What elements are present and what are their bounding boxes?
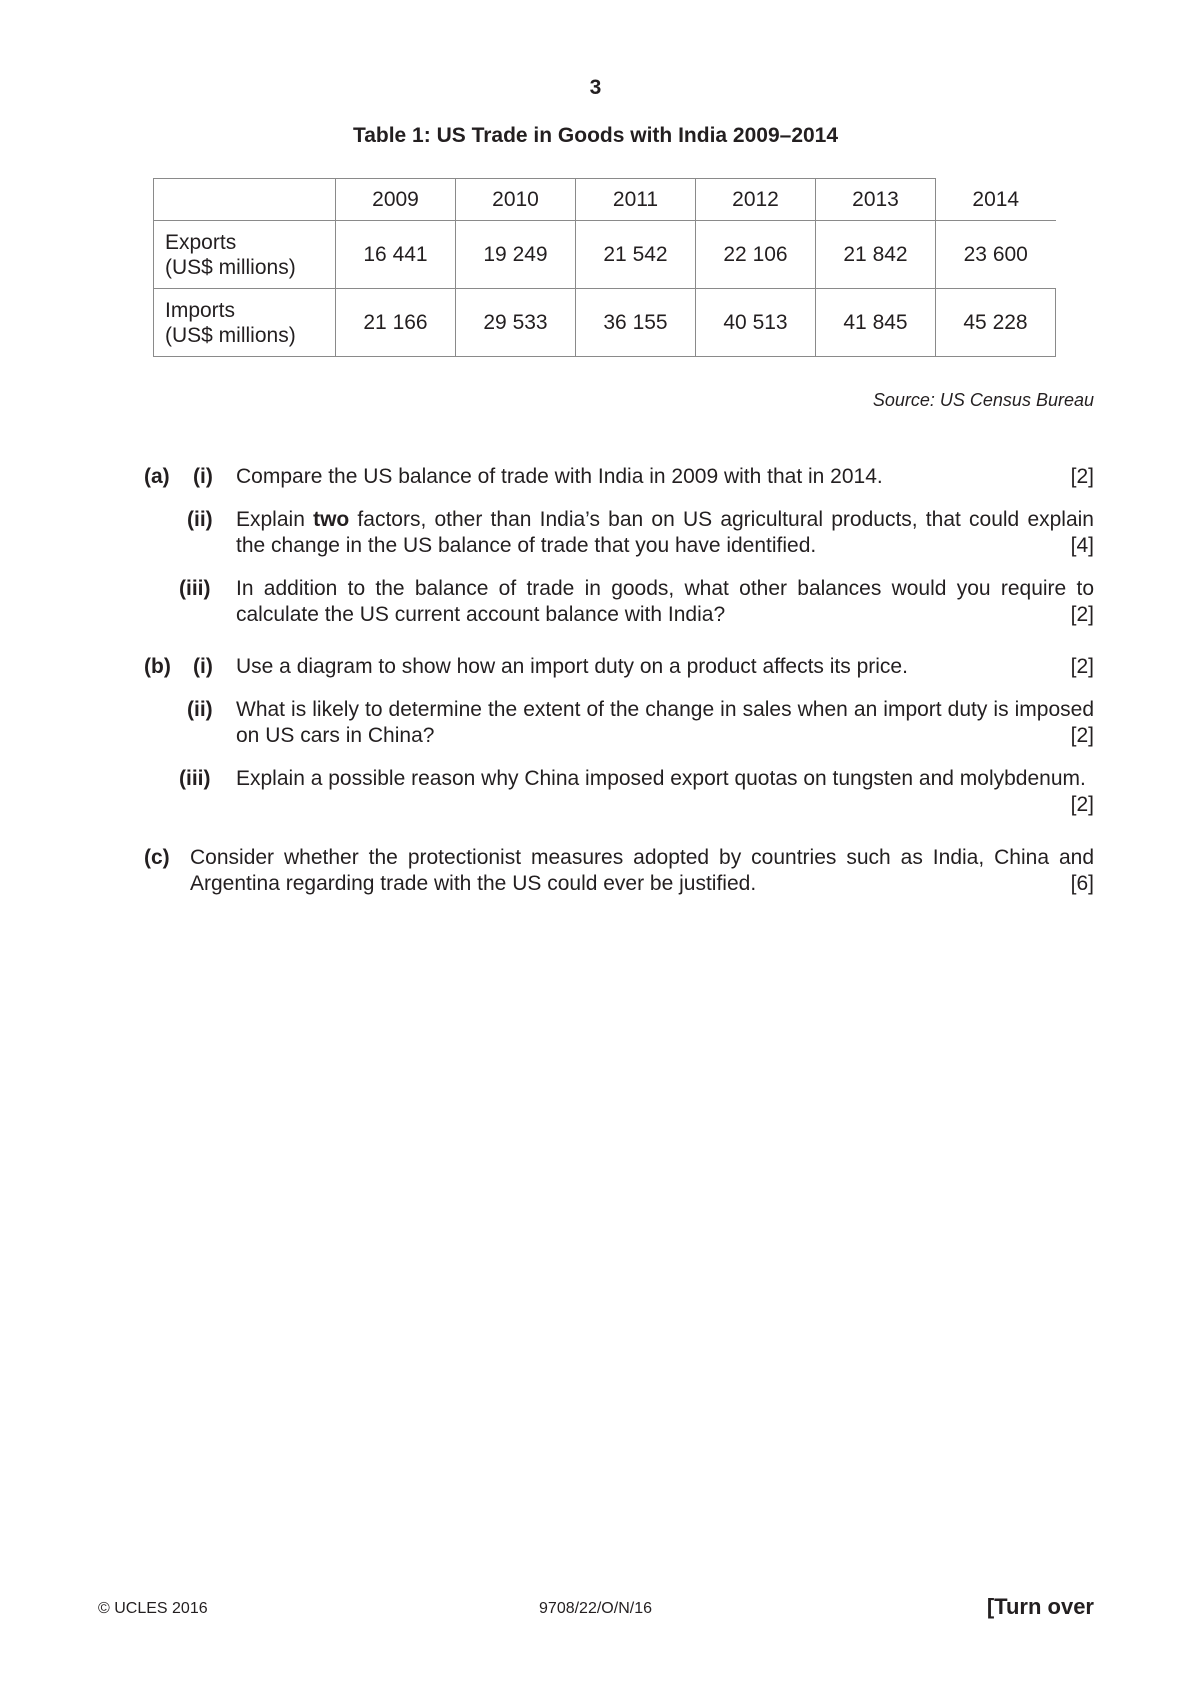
footer-copyright: © UCLES 2016	[98, 1600, 208, 1617]
row-label-unit: (US$ millions)	[165, 255, 296, 279]
footer-paper-code: 9708/22/O/N/16	[539, 1600, 652, 1617]
year-header: 2011	[576, 179, 696, 221]
table-corner-cell	[154, 179, 336, 221]
question-a-iii-mark: [2]	[1070, 603, 1094, 626]
question-b-ii-mark: [2]	[1070, 724, 1094, 747]
year-header: 2009	[336, 179, 456, 221]
table-cell: 22 106	[696, 221, 816, 289]
question-b-i-text: Use a diagram to show how an import duty on a product affects its price.	[236, 655, 908, 678]
question-a-ii-label: (ii)	[187, 508, 213, 531]
table-cell: 19 249	[456, 221, 576, 289]
row-label-imports	[154, 289, 336, 357]
question-a-i-label: (i)	[193, 465, 213, 488]
table-cell: 21 542	[576, 221, 696, 289]
table-row-exports	[154, 221, 1056, 289]
row-label-exports	[154, 221, 336, 289]
table-cell: 21 166	[336, 289, 456, 357]
question-a-ii-text-start: Explain	[236, 508, 314, 531]
question-b-label: (b)	[144, 655, 171, 678]
question-a-i-mark: [2]	[1070, 465, 1094, 488]
row-label-line: Exports	[165, 230, 237, 254]
question-b-i-label: (i)	[193, 655, 213, 678]
question-c-text: Consider whether the protectionist measures adopted by countries such as India, China and Argentina regarding trade with the US could ever be justified.	[190, 846, 1094, 895]
question-a-label: (a)	[144, 465, 170, 488]
question-b-ii-label: (ii)	[187, 698, 213, 721]
table-title: Table 1: US Trade in Goods with India 2009–2014	[352, 124, 839, 147]
table-cell: 41 845	[816, 289, 936, 357]
table-cell: 16 441	[336, 221, 456, 289]
table-cell: 36 155	[576, 289, 696, 357]
question-a-ii-text	[236, 507, 1094, 559]
question-b-i-mark: [2]	[1070, 655, 1094, 678]
question-a-ii-mark: [4]	[1070, 534, 1094, 557]
question-b-iii-label: (iii)	[179, 767, 211, 790]
table-cell: 21 842	[816, 221, 936, 289]
table-cell: 45 228	[936, 289, 1056, 357]
table-cell: 29 533	[456, 289, 576, 357]
year-header: 2014	[936, 179, 1056, 221]
question-c-label: (c)	[144, 846, 170, 869]
year-header: 2012	[696, 179, 816, 221]
page-number: 3	[589, 76, 602, 99]
question-a-iii-text: In addition to the balance of trade in goods, what other balances would you require to calculate the US current account balance with India?	[236, 577, 1094, 626]
row-label-line: Imports	[165, 298, 236, 322]
question-a-ii-emphasis: two	[313, 508, 350, 531]
question-a-iii-label: (iii)	[179, 577, 211, 600]
question-b-ii-text: What is likely to determine the extent of the change in sales when an import duty is imposed on US cars in China?	[236, 698, 1094, 747]
table-header-row	[154, 179, 1056, 221]
table-cell: 23 600	[936, 221, 1056, 289]
question-a-i-text: Compare the US balance of trade with India in 2009 with that in 2014.	[236, 465, 883, 488]
question-b-iii-mark: [2]	[1070, 793, 1094, 816]
table-cell: 40 513	[696, 289, 816, 357]
table-row-imports	[154, 289, 1056, 357]
footer-turn-over: [Turn over	[986, 1594, 1094, 1619]
question-b-iii-text: Explain a possible reason why China imposed export quotas on tungsten and molybdenum.	[236, 767, 1086, 790]
row-label-unit: (US$ millions)	[165, 323, 296, 347]
table-source: Source: US Census Bureau	[872, 390, 1094, 410]
question-c-mark: [6]	[1070, 872, 1094, 895]
trade-table	[153, 178, 1056, 357]
year-header: 2013	[816, 179, 936, 221]
year-header: 2010	[456, 179, 576, 221]
question-a-ii-text-end: factors, other than India’s ban on US agricultural products, that could explain the change in the US balance of trade that you have identified.	[236, 508, 1094, 557]
